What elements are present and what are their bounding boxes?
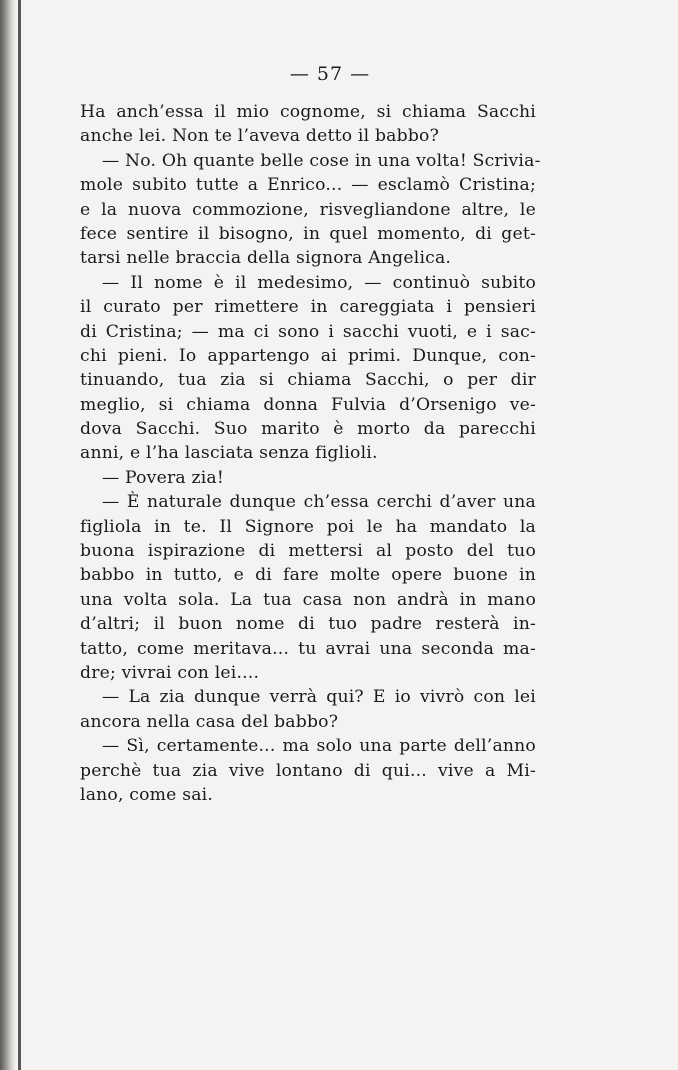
text-line: — La zia dunque verrà qui? E io vivrò con lei: [102, 687, 536, 708]
text-line: ancora nella casa del babbo?: [80, 711, 339, 732]
text-line: — Povera zia!: [102, 467, 224, 488]
text-line: mole subito tutte a Enrico... — esclamò Cristina;: [80, 175, 536, 196]
text-line: — Sì, certamente... ma solo una parte dell’anno: [102, 736, 536, 757]
text-line: Ha anch’essa il mio cognome, si chiama Sacchi: [80, 102, 536, 122]
body-text: [80, 100, 541, 807]
text-line: una volta sola. La tua casa non andrà in mano: [80, 589, 536, 610]
text-line: dova Sacchi. Suo marito è morto da parecchi: [80, 419, 536, 440]
text-line: figliola in te. Il Signore poi le ha mandato la: [80, 516, 536, 537]
page-binding-edge: [0, 0, 16, 1070]
text-line: anni, e l’ha lasciata senza figlioli.: [80, 443, 378, 464]
text-line: tatto, come meritava... tu avrai una seconda ma-: [80, 638, 536, 659]
text-line: babbo in tutto, e di fare molte opere buone in: [80, 565, 536, 586]
page-spine-shadow: [18, 0, 21, 1070]
text-line: lano, come sai.: [80, 784, 214, 805]
text-line: — No. Oh quante belle cose in una volta! Scrivia-: [102, 150, 541, 171]
text-line: dre; vivrai con lei....: [80, 662, 260, 683]
text-line: d’altri; il buon nome di tuo padre resterà in-: [80, 614, 536, 635]
text-line: fece sentire il bisogno, in quel momento, di get-: [80, 223, 536, 244]
text-line: anche lei. Non te l’aveva detto il babbo?: [80, 126, 439, 147]
text-line: e la nuova commozione, risvegliandone altre, le: [80, 199, 536, 220]
text-line: di Cristina; — ma ci sono i sacchi vuoti, e i sac-: [80, 321, 536, 342]
text-line: — È naturale dunque ch’essa cerchi d’aver una: [102, 492, 536, 513]
text-line: tinuando, tua zia si chiama Sacchi, o per dir: [80, 370, 536, 391]
text-line: meglio, si chiama donna Fulvia d’Orsenigo ve-: [80, 394, 536, 415]
page-number: — 57 —: [289, 63, 371, 85]
text-line: — Il nome è il medesimo, — continuò subito: [102, 272, 536, 293]
text-line: tarsi nelle braccia della signora Angelica.: [80, 248, 452, 269]
text-line: buona ispirazione di mettersi al posto del tuo: [80, 541, 536, 562]
text-line: perchè tua zia vive lontano di qui... vive a Mi-: [80, 760, 536, 781]
text-line: il curato per rimettere in careggiata i pensieri: [80, 297, 536, 318]
text-line: chi pieni. Io appartengo ai primi. Dunque, con-: [80, 345, 536, 366]
